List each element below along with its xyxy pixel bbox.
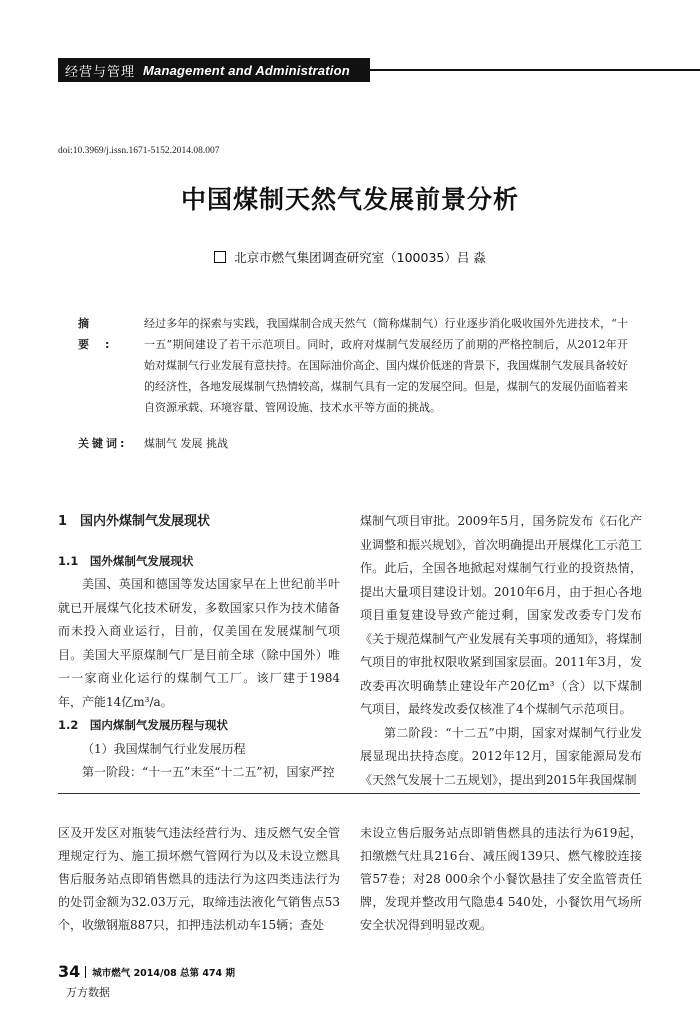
paragraph: 煤制气项目审批。2009年5月，国务院发布《石化产业调整和振兴规划》，首次明确提出开展煤化工示范工作。此后，全国各地掀起对煤制气行业的投资热情，提出大量项目建设计划。2010年6月，由于担心各地项目重复建设导致产能过剩，国家发改委专门发布《关于规范煤制气产业发展有关事项的通知》，将煤制气项目的审批权限收紧到国家层面。2011年3月，发改委再次明确禁止建设年产20亿m³（含）以下煤制气项目，最终发改委仅核准了4个煤制气示范项目。 <box>360 514 643 716</box>
section-title-en: Management and Administration <box>143 62 350 78</box>
abstract <box>78 313 628 418</box>
paragraph: 未设立售后服务站点即销售燃具的违法行为619起，扣缴燃气灶具216台、减压阀139只、燃气橡胶连接管57卷；对28 000余个小餐饮悬挂了安全监管责任牌，发现并整改用气隐患4 540处，小餐饮用气场所安全状况得到明显改观。 <box>360 826 642 932</box>
author-line <box>0 248 700 266</box>
bottom-left-column <box>58 822 340 937</box>
paragraph: 第二阶段：“十二五”中期，国家对煤制气行业发展显现出扶持态度。2012年12月，国家能源局发布《天然气发展十二五规划》，提出到2015年我国煤制 <box>360 725 642 787</box>
keywords-label: 关键词: <box>78 437 128 450</box>
paragraph: 第一阶段：“十一五”末至“十二五”初，国家严控 <box>82 765 335 779</box>
page-number: 34 <box>58 962 81 981</box>
paragraph: 美国、英国和德国等发达国家早在上世纪前半叶就已开展煤气化技术研发，多数国家只作为技术储备而未投入商业运行，目前，仅美国在发展煤制气项目。美国大平原煤制气厂是目前全球（除中国外）唯一一家商业化运行的煤制气工厂。该厂建于1984年，产能14亿m³/a。 <box>58 577 340 709</box>
left-column <box>58 510 340 785</box>
section-heading-1-2: 1.2 国内煤制气发展历程与现状 <box>58 718 228 732</box>
page-footer <box>58 962 235 981</box>
section-heading-1-1: 1.1 国外煤制气发展现状 <box>58 553 194 568</box>
bottom-right-column <box>360 822 642 937</box>
author-text: 北京市燃气集团调查研究室（100035）吕 淼 <box>234 250 486 265</box>
article-title: 中国煤制天然气发展前景分析 <box>180 185 519 214</box>
section-divider <box>58 793 640 794</box>
abstract-label: 摘要: <box>78 317 126 351</box>
section-banner <box>58 58 370 82</box>
section-title-cn: 经营与管理 <box>65 64 136 80</box>
source-watermark: 万方数据 <box>66 986 110 999</box>
subheading: （1）我国煤制气行业发展历程 <box>82 741 246 756</box>
section-heading-1: 1 国内外煤制气发展现状 <box>58 514 211 529</box>
square-icon <box>214 251 226 263</box>
doi: doi:10.3969/j.issn.1671-5152.2014.08.007 <box>58 146 220 156</box>
journal-info: 城市燃气 2014/08 总第 474 期 <box>92 967 235 979</box>
abstract-text: 经过多年的探索与实践，我国煤制合成天然气（简称煤制气）行业逐步消化吸收国外先进技术，“十一五”期间建设了若干示范项目。同时，政府对煤制气发展经历了前期的严格控制后，从2012年开始对煤制气行业发展有意扶持。在国际油价高企、国内煤价低迷的背景下，我国煤制气发展具备较好的经济性，各地发展煤制气热情较高，煤制气具有一定的发展空间。但是，煤制气的发展仍面临着来自资源承载、环境容量、管网设施、技术水平等方面的挑战。 <box>144 317 628 414</box>
footer-divider <box>85 966 86 978</box>
right-column <box>360 510 642 792</box>
header-rule <box>368 69 700 71</box>
paragraph: 区及开发区对瓶装气违法经营行为、违反燃气安全管理规定行为、施工损坏燃气管网行为以及未设立燃具售后服务站点即销售燃具的违法行为这四类违法行为的处罚金额为32.03万元，取缔违法液化气销售点53个，收缴钢瓶887只，扣押违法机动车15辆；查处 <box>58 826 340 932</box>
keywords <box>78 435 228 451</box>
keywords-text: 煤制气 发展 挑战 <box>144 437 228 450</box>
